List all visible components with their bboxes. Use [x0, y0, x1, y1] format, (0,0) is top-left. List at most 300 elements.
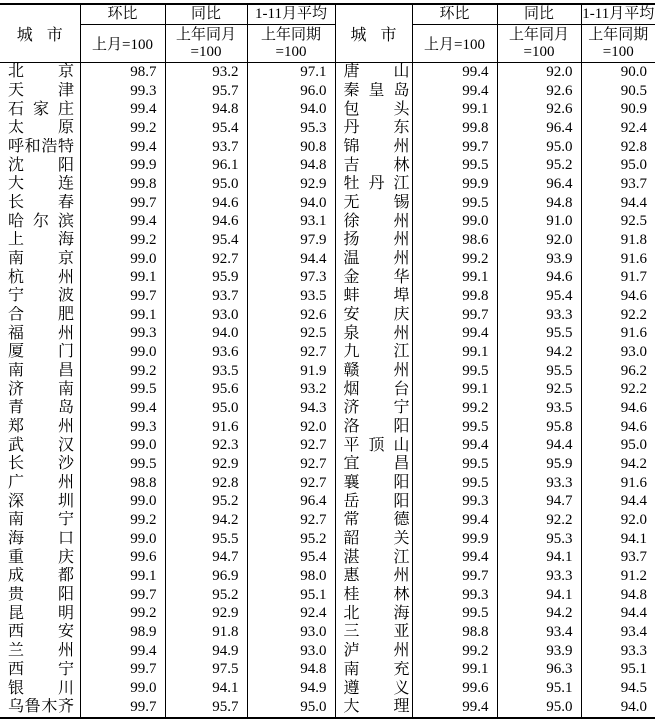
yoy-value: 95.7 — [165, 698, 247, 718]
mom-value: 99.4 — [412, 436, 497, 455]
city-cell — [335, 250, 412, 269]
mom-value: 99.7 — [80, 586, 165, 605]
city-name: 宜 昌 — [343, 455, 410, 473]
table-row — [0, 324, 655, 343]
city-name: 长 春 — [8, 194, 74, 212]
avg-value: 90.8 — [247, 138, 335, 157]
table-row — [0, 436, 655, 455]
mom-value: 99.2 — [412, 399, 497, 418]
city-name: 西 安 — [8, 623, 74, 641]
yoy-value: 94.6 — [165, 212, 247, 231]
city-cell — [335, 324, 412, 343]
avg-value: 94.9 — [247, 679, 335, 698]
city-cell — [335, 82, 412, 101]
yoy-value: 94.2 — [497, 343, 581, 362]
table-row — [0, 623, 655, 642]
city-name: 成 都 — [8, 567, 74, 585]
yoy-value: 95.2 — [165, 586, 247, 605]
table-row — [0, 156, 655, 175]
mom-value: 99.7 — [80, 194, 165, 213]
table-row — [0, 511, 655, 530]
city-name: 南 昌 — [8, 362, 74, 380]
city-name: 湛 江 — [343, 548, 410, 566]
city-cell — [335, 530, 412, 549]
city-name: 南 京 — [8, 250, 74, 268]
yoy-value: 94.8 — [497, 194, 581, 213]
city-name: 西 宁 — [8, 660, 74, 678]
yoy-value: 95.9 — [165, 268, 247, 287]
city-cell — [0, 698, 80, 718]
mom-value: 99.5 — [412, 194, 497, 213]
city-cell — [0, 642, 80, 661]
mom-value: 99.1 — [80, 567, 165, 586]
mom-value: 99.4 — [412, 548, 497, 567]
avg-value: 97.3 — [247, 268, 335, 287]
yoy-value: 96.4 — [497, 119, 581, 138]
mom-value: 99.5 — [412, 474, 497, 493]
city-cell — [0, 212, 80, 231]
avg-value: 94.8 — [247, 156, 335, 175]
avg-value: 94.3 — [247, 399, 335, 418]
city-cell — [335, 100, 412, 119]
header-yoy-sub-left: 上年同月 =100 — [165, 25, 247, 63]
avg-value: 93.0 — [581, 343, 655, 362]
city-cell — [0, 82, 80, 101]
mom-value: 99.7 — [412, 138, 497, 157]
city-cell — [0, 399, 80, 418]
yoy-value: 95.7 — [165, 82, 247, 101]
avg-value: 98.0 — [247, 567, 335, 586]
city-name: 桂 林 — [343, 586, 410, 604]
city-cell — [0, 194, 80, 213]
city-name: 重 庆 — [8, 548, 74, 566]
yoy-value: 93.9 — [497, 250, 581, 269]
avg-value: 97.1 — [247, 63, 335, 82]
city-name: 青 岛 — [8, 399, 74, 417]
yoy-value: 95.3 — [497, 530, 581, 549]
city-name: 秦 皇 岛 — [343, 82, 410, 99]
avg-value: 95.1 — [247, 586, 335, 605]
mom-value: 99.0 — [412, 212, 497, 231]
avg-value: 92.4 — [581, 119, 655, 138]
city-name: 唐 山 — [343, 63, 410, 81]
avg-value: 92.7 — [247, 436, 335, 455]
mom-value: 99.0 — [80, 679, 165, 698]
city-name: 宁 波 — [8, 287, 74, 305]
header-mom-title-left: 环比 — [80, 4, 165, 25]
yoy-value: 93.0 — [165, 306, 247, 325]
city-cell — [0, 362, 80, 381]
city-cell — [335, 231, 412, 250]
mom-value: 98.8 — [412, 623, 497, 642]
mom-value: 99.1 — [412, 343, 497, 362]
city-name: 惠 州 — [343, 567, 410, 585]
avg-value: 91.9 — [247, 362, 335, 381]
city-name: 锦 州 — [343, 138, 410, 156]
mom-value: 99.5 — [412, 156, 497, 175]
mom-value: 99.5 — [80, 380, 165, 399]
city-name: 九 江 — [343, 343, 410, 361]
header-city-left-label: 城 市 — [16, 27, 63, 44]
mom-value: 99.1 — [80, 306, 165, 325]
table-row — [0, 642, 655, 661]
mom-value: 99.0 — [80, 492, 165, 511]
yoy-value: 95.4 — [165, 119, 247, 138]
yoy-value: 96.3 — [497, 661, 581, 680]
city-name: 北 海 — [343, 604, 410, 622]
city-cell — [0, 436, 80, 455]
table-row — [0, 530, 655, 549]
city-name: 岳 阳 — [343, 492, 410, 510]
avg-value: 94.0 — [247, 194, 335, 213]
mom-value: 99.2 — [80, 511, 165, 530]
yoy-value: 94.7 — [165, 548, 247, 567]
yoy-value: 95.2 — [497, 156, 581, 175]
avg-value: 94.5 — [581, 679, 655, 698]
city-cell — [335, 567, 412, 586]
city-name: 徐 州 — [343, 212, 410, 230]
avg-value: 92.5 — [581, 212, 655, 231]
city-name: 银 川 — [8, 679, 74, 697]
city-name: 贵 阳 — [8, 586, 74, 604]
avg-value: 92.0 — [581, 511, 655, 530]
city-name: 武 汉 — [8, 436, 74, 454]
city-cell — [335, 418, 412, 437]
yoy-value: 95.6 — [165, 380, 247, 399]
city-name: 沈 阳 — [8, 156, 74, 174]
header-yoy-sub-right: 上年同月 =100 — [497, 25, 581, 63]
yoy-value: 95.8 — [497, 418, 581, 437]
mom-value: 99.2 — [80, 362, 165, 381]
city-cell — [0, 418, 80, 437]
yoy-value: 92.5 — [497, 380, 581, 399]
mom-value: 99.7 — [412, 306, 497, 325]
city-cell — [335, 642, 412, 661]
city-cell — [0, 100, 80, 119]
city-cell — [335, 63, 412, 82]
avg-value: 94.0 — [581, 698, 655, 718]
avg-value: 92.2 — [581, 306, 655, 325]
avg-value: 91.6 — [581, 324, 655, 343]
header-city-left — [0, 4, 80, 63]
city-price-index-table — [0, 3, 655, 719]
table-row — [0, 63, 655, 82]
mom-value: 99.2 — [412, 250, 497, 269]
yoy-value: 95.5 — [497, 324, 581, 343]
avg-value: 94.6 — [581, 399, 655, 418]
yoy-value: 95.1 — [497, 679, 581, 698]
city-name: 丹 东 — [343, 119, 410, 137]
city-cell — [335, 698, 412, 718]
yoy-value: 93.5 — [497, 399, 581, 418]
avg-value: 91.6 — [581, 250, 655, 269]
mom-value: 98.7 — [80, 63, 165, 82]
city-cell — [0, 511, 80, 530]
header-row-subtitles — [0, 25, 655, 63]
mom-value: 99.4 — [80, 642, 165, 661]
mom-value: 99.7 — [80, 661, 165, 680]
mom-value: 99.1 — [412, 268, 497, 287]
city-name: 韶 关 — [343, 530, 410, 548]
table-row — [0, 455, 655, 474]
yoy-value: 92.6 — [497, 100, 581, 119]
avg-value: 90.9 — [581, 100, 655, 119]
header-row-titles — [0, 4, 655, 25]
avg-value: 94.6 — [581, 418, 655, 437]
city-name: 泸 州 — [343, 642, 410, 660]
mom-value: 99.6 — [412, 679, 497, 698]
header-yoy-title-left: 同比 — [165, 4, 247, 25]
city-cell — [335, 268, 412, 287]
mom-value: 99.9 — [412, 175, 497, 194]
city-name: 呼 和 浩 特 — [8, 138, 74, 156]
city-cell — [0, 324, 80, 343]
city-cell — [0, 63, 80, 82]
yoy-value: 97.5 — [165, 661, 247, 680]
yoy-value: 92.0 — [497, 63, 581, 82]
avg-value: 95.2 — [247, 530, 335, 549]
mom-value: 99.8 — [412, 287, 497, 306]
city-name: 福 州 — [8, 324, 74, 342]
yoy-value: 94.1 — [497, 586, 581, 605]
mom-value: 99.2 — [80, 604, 165, 623]
city-cell — [335, 306, 412, 325]
city-name: 扬 州 — [343, 231, 410, 249]
mom-value: 99.4 — [412, 63, 497, 82]
mom-value: 98.8 — [80, 474, 165, 493]
city-name: 吉 林 — [343, 156, 410, 174]
mom-value: 99.9 — [80, 156, 165, 175]
city-cell — [335, 194, 412, 213]
city-cell — [335, 399, 412, 418]
city-cell — [0, 548, 80, 567]
avg-value: 93.0 — [247, 623, 335, 642]
city-name: 金 华 — [343, 268, 410, 286]
yoy-value: 95.2 — [165, 492, 247, 511]
yoy-value: 92.6 — [497, 82, 581, 101]
city-cell — [335, 175, 412, 194]
yoy-value: 94.1 — [165, 679, 247, 698]
table-row — [0, 604, 655, 623]
avg-value: 94.2 — [581, 455, 655, 474]
table-row — [0, 362, 655, 381]
city-cell — [335, 380, 412, 399]
mom-value: 99.8 — [80, 175, 165, 194]
city-cell — [335, 679, 412, 698]
city-name: 合 肥 — [8, 306, 74, 324]
city-name: 温 州 — [343, 250, 410, 268]
avg-value: 96.2 — [581, 362, 655, 381]
header-yoy-title-right: 同比 — [497, 4, 581, 25]
city-name: 烟 台 — [343, 380, 410, 398]
avg-value: 95.3 — [247, 119, 335, 138]
avg-value: 92.7 — [247, 511, 335, 530]
mom-value: 99.1 — [412, 380, 497, 399]
city-cell — [0, 567, 80, 586]
city-cell — [0, 604, 80, 623]
mom-value: 99.3 — [80, 324, 165, 343]
table-row — [0, 212, 655, 231]
avg-value: 91.7 — [581, 268, 655, 287]
yoy-value: 95.5 — [497, 362, 581, 381]
mom-value: 99.4 — [412, 698, 497, 718]
city-cell — [0, 530, 80, 549]
city-name: 泉 州 — [343, 324, 410, 342]
city-cell — [335, 604, 412, 623]
mom-value: 99.4 — [412, 82, 497, 101]
avg-value: 90.0 — [581, 63, 655, 82]
mom-value: 99.3 — [412, 492, 497, 511]
city-cell — [0, 623, 80, 642]
avg-value: 93.1 — [247, 212, 335, 231]
city-cell — [335, 586, 412, 605]
avg-value: 91.6 — [581, 474, 655, 493]
yoy-value: 93.7 — [165, 138, 247, 157]
city-name: 洛 阳 — [343, 418, 410, 436]
table-row — [0, 175, 655, 194]
avg-value: 93.4 — [581, 623, 655, 642]
mom-value: 98.6 — [412, 231, 497, 250]
yoy-value: 92.7 — [165, 250, 247, 269]
city-name: 乌 鲁 木 齐 — [8, 698, 74, 716]
yoy-value: 94.1 — [497, 548, 581, 567]
city-name: 三 亚 — [343, 623, 410, 641]
city-name: 昆 明 — [8, 604, 74, 622]
city-name: 襄 阳 — [343, 474, 410, 492]
header-avg-title-right: 1-11月平均 — [581, 4, 655, 25]
table-row — [0, 287, 655, 306]
city-cell — [0, 156, 80, 175]
city-cell — [0, 455, 80, 474]
header-mom-sub-right: 上月=100 — [412, 25, 497, 63]
mom-value: 99.7 — [80, 698, 165, 718]
city-cell — [335, 492, 412, 511]
city-cell — [335, 436, 412, 455]
table-row — [0, 268, 655, 287]
yoy-value: 93.4 — [497, 623, 581, 642]
mom-value: 99.9 — [412, 530, 497, 549]
mom-value: 99.2 — [80, 119, 165, 138]
table-row — [0, 100, 655, 119]
mom-value: 99.1 — [80, 268, 165, 287]
city-name: 大 理 — [343, 698, 410, 716]
avg-value: 95.4 — [247, 548, 335, 567]
mom-value: 99.7 — [80, 287, 165, 306]
city-name: 哈 尔 滨 — [8, 212, 74, 230]
header-avg-sub-right: 上年同期 =100 — [581, 25, 655, 63]
avg-value: 92.5 — [247, 324, 335, 343]
yoy-value: 93.5 — [165, 362, 247, 381]
mom-value: 99.4 — [412, 511, 497, 530]
city-cell — [335, 287, 412, 306]
avg-value: 94.0 — [247, 100, 335, 119]
avg-value: 91.2 — [581, 567, 655, 586]
yoy-value: 93.3 — [497, 474, 581, 493]
yoy-value: 93.9 — [497, 642, 581, 661]
yoy-value: 94.8 — [165, 100, 247, 119]
city-name: 南 充 — [343, 660, 410, 678]
avg-value: 92.0 — [247, 418, 335, 437]
city-cell — [0, 175, 80, 194]
mom-value: 99.0 — [80, 343, 165, 362]
avg-value: 94.8 — [581, 586, 655, 605]
city-name: 蚌 埠 — [343, 287, 410, 305]
city-cell — [0, 138, 80, 157]
city-cell — [0, 343, 80, 362]
avg-value: 95.0 — [247, 698, 335, 718]
city-cell — [335, 362, 412, 381]
city-cell — [0, 474, 80, 493]
city-name: 常 德 — [343, 511, 410, 529]
table-row — [0, 698, 655, 718]
city-name: 赣 州 — [343, 362, 410, 380]
mom-value: 99.5 — [412, 604, 497, 623]
header-avg-title-left: 1-11月平均 — [247, 4, 335, 25]
yoy-value: 92.0 — [497, 231, 581, 250]
yoy-value: 91.0 — [497, 212, 581, 231]
mom-value: 99.3 — [412, 586, 497, 605]
yoy-value: 93.2 — [165, 63, 247, 82]
city-name: 兰 州 — [8, 642, 74, 660]
avg-value: 96.4 — [247, 492, 335, 511]
avg-value: 94.6 — [581, 287, 655, 306]
avg-value: 92.9 — [247, 175, 335, 194]
mom-value: 99.1 — [412, 100, 497, 119]
table-row — [0, 586, 655, 605]
city-name: 太 原 — [8, 119, 74, 137]
mom-value: 99.5 — [412, 362, 497, 381]
city-cell — [0, 287, 80, 306]
avg-value: 93.0 — [247, 642, 335, 661]
city-cell — [0, 380, 80, 399]
table-row — [0, 418, 655, 437]
avg-value: 93.7 — [581, 175, 655, 194]
avg-value: 95.0 — [581, 436, 655, 455]
avg-value: 93.2 — [247, 380, 335, 399]
mom-value: 99.0 — [80, 250, 165, 269]
city-name: 长 沙 — [8, 455, 74, 473]
table-row — [0, 492, 655, 511]
table-row — [0, 250, 655, 269]
city-cell — [0, 250, 80, 269]
avg-value: 97.9 — [247, 231, 335, 250]
yoy-value: 94.6 — [165, 194, 247, 213]
avg-value: 92.7 — [247, 455, 335, 474]
table-row — [0, 661, 655, 680]
city-cell — [335, 343, 412, 362]
yoy-value: 93.3 — [497, 306, 581, 325]
city-name: 北 京 — [8, 63, 74, 81]
avg-value: 93.7 — [581, 548, 655, 567]
header-city-right — [335, 4, 412, 63]
table-row — [0, 119, 655, 138]
mom-value: 99.5 — [412, 455, 497, 474]
table-row — [0, 231, 655, 250]
city-name: 石 家 庄 — [8, 100, 74, 118]
header-avg-sub-left: 上年同期 =100 — [247, 25, 335, 63]
avg-value: 93.5 — [247, 287, 335, 306]
yoy-value: 95.0 — [165, 399, 247, 418]
avg-value: 95.1 — [581, 661, 655, 680]
yoy-value: 94.7 — [497, 492, 581, 511]
city-cell — [0, 119, 80, 138]
yoy-value: 92.9 — [165, 455, 247, 474]
avg-value: 95.0 — [581, 156, 655, 175]
mom-value: 99.8 — [412, 119, 497, 138]
mom-value: 99.4 — [80, 100, 165, 119]
mom-value: 99.4 — [80, 399, 165, 418]
table-row — [0, 679, 655, 698]
